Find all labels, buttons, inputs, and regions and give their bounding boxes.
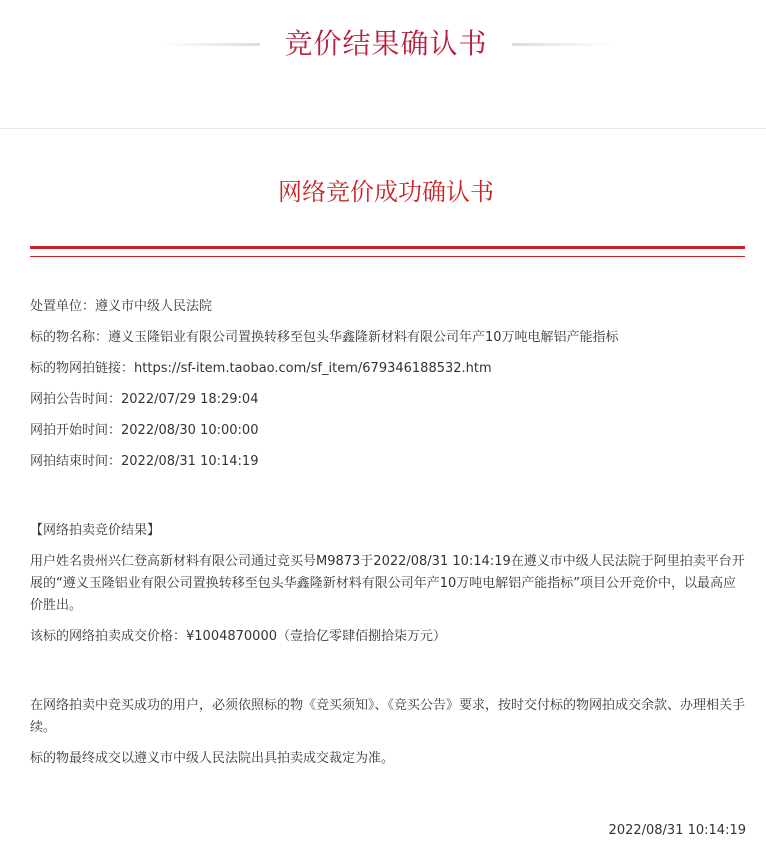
info-label: 处置单位： — [30, 299, 96, 314]
notice-text: 在网络拍卖中竞买成功的用户，必须依照标的物《竞买须知》、《竞买公告》要求，按时交付标的物网拍成交余款、办理相关手续。 — [30, 698, 746, 735]
page-header — [0, 0, 766, 128]
info-value: 2022/07/29 18:29:04 — [121, 392, 259, 407]
title-rule-thin — [30, 256, 745, 257]
info-value: 遵义玉隆铝业有限公司置换转移至包头华鑫隆新材料有限公司年产10万吨电解铝产能指标 — [108, 330, 619, 345]
final-text: 标的物最终成交以遵义市中级人民法院出具拍卖成交裁定为准。 — [30, 751, 395, 766]
header-decor-line-right — [512, 43, 612, 46]
info-item-name — [30, 327, 746, 349]
info-label: 标的物网拍链接： — [30, 361, 135, 376]
title-rule-thick — [30, 246, 745, 249]
info-announce-time — [30, 389, 746, 411]
info-start-time — [30, 420, 746, 442]
info-end-time — [30, 451, 746, 473]
result-heading: 【网络拍卖竞价结果】 — [30, 523, 161, 538]
info-label: 网拍结束时间： — [30, 454, 122, 469]
info-value: 2022/08/30 10:00:00 — [121, 423, 259, 438]
info-value: 遵义市中级人民法院 — [95, 299, 213, 314]
spacer — [30, 657, 746, 695]
info-value: 2022/08/31 10:14:19 — [121, 454, 259, 469]
header-title: 竞价结果确认书 — [284, 27, 488, 60]
info-label: 网拍公告时间： — [30, 392, 122, 407]
info-label: 标的物名称： — [30, 330, 109, 345]
header-divider — [0, 128, 766, 129]
document-body — [30, 296, 746, 779]
result-text: 用户姓名贵州兴仁登高新材料有限公司通过竞买号M9873于2022/08/31 10:14:19在遵义市中级人民法院于阿里拍卖平台开展的“遵义玉隆铝业有限公司置换转移至包头华鑫隆新材料有限公司年产10万吨电解铝产能指标”项目公开竞价中，以最高应价胜出。 — [30, 554, 745, 613]
spacer — [30, 482, 746, 520]
item-link[interactable]: https://sf-item.taobao.com/sf_item/679346188532.htm — [134, 361, 492, 376]
footer-timestamp: 2022/08/31 10:14:19 — [608, 823, 746, 838]
document-title: 网络竞价成功确认书 — [278, 178, 494, 206]
info-item-link — [30, 358, 746, 380]
info-disposal-unit — [30, 296, 746, 318]
info-label: 网拍开始时间： — [30, 423, 122, 438]
price-text: 该标的网络拍卖成交价格：¥1004870000（壹拾亿零肆佰捌拾柒万元） — [30, 629, 446, 644]
